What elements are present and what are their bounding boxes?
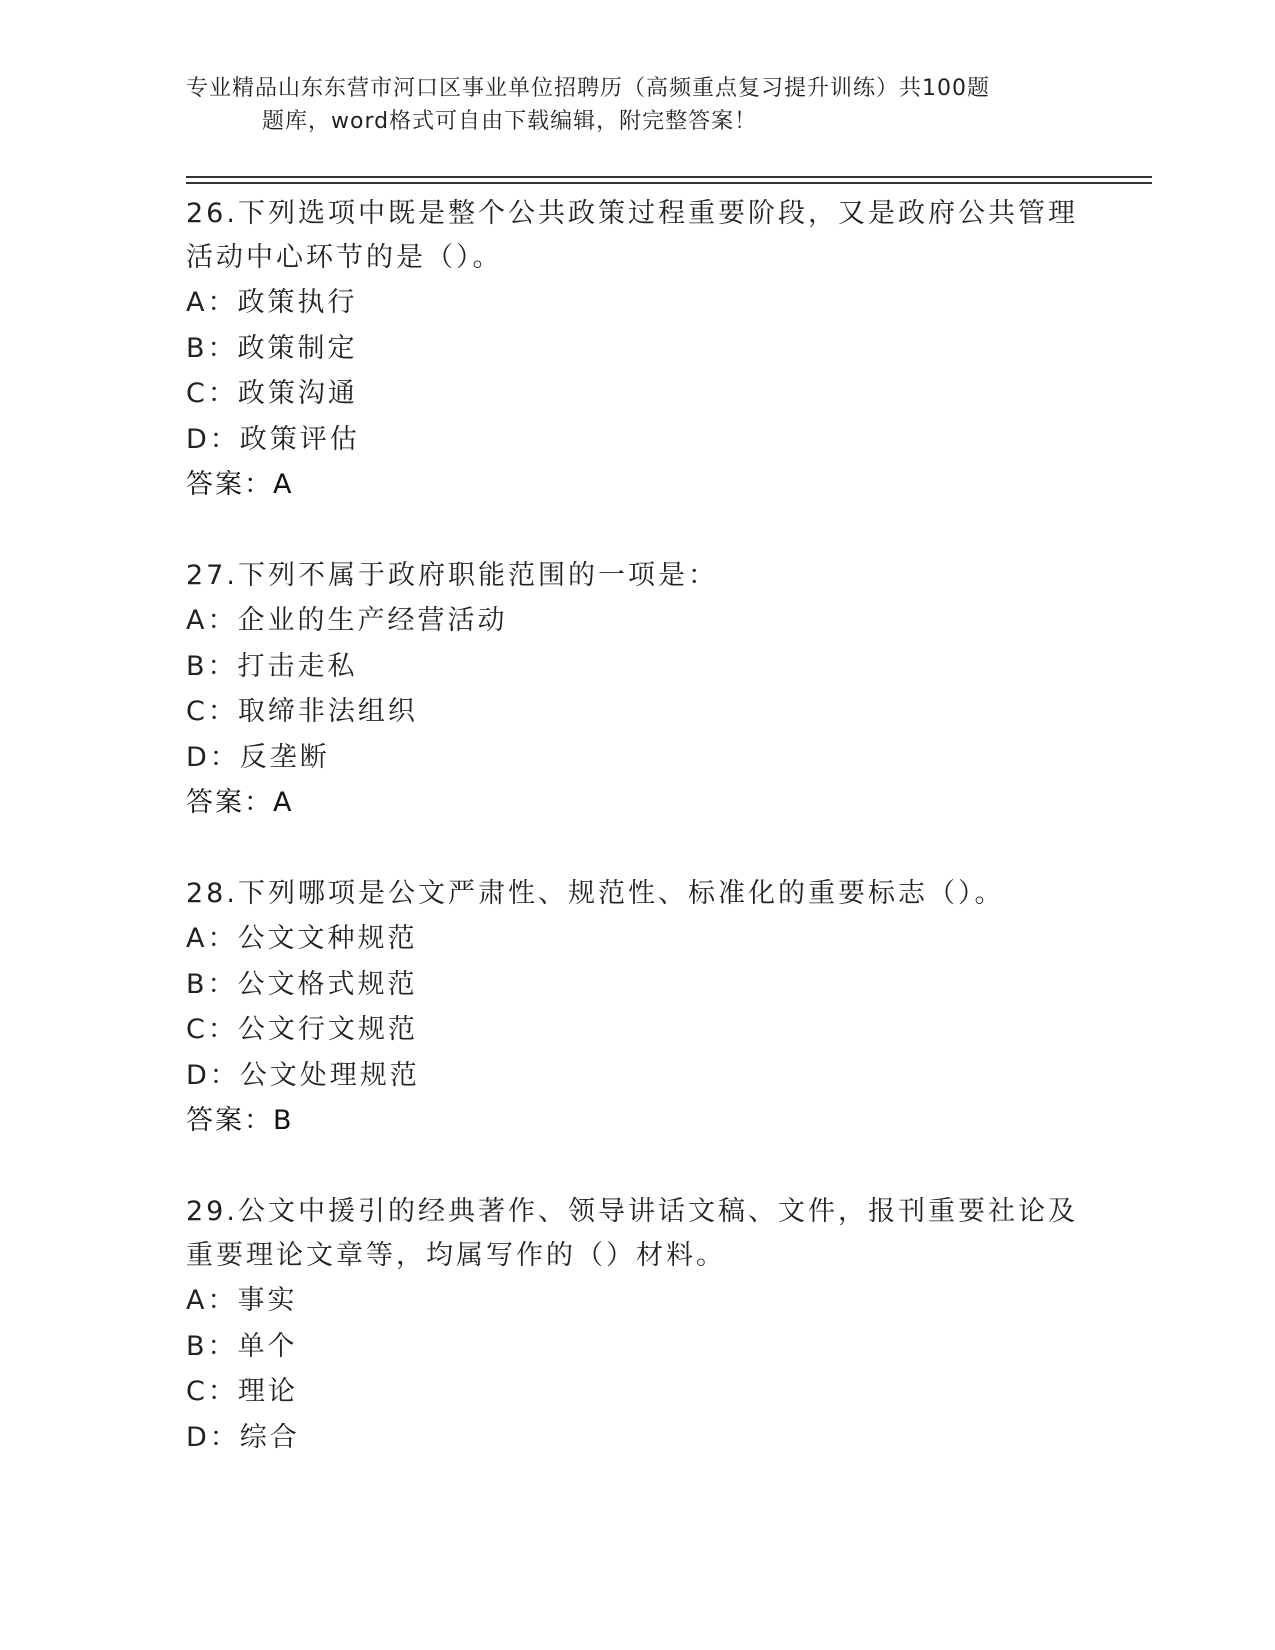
question-28 xyxy=(186,872,1086,1144)
option-c: C：公文行文规范 xyxy=(186,1014,418,1045)
option-c: C：理论 xyxy=(186,1376,298,1407)
question-26 xyxy=(186,192,1086,508)
option-c: C：政策沟通 xyxy=(186,378,358,409)
header-divider-top xyxy=(186,176,1152,178)
option-a: A：公文文种规范 xyxy=(186,923,418,954)
answer-line: 答案：B xyxy=(186,1105,294,1136)
header-title-line1: 专业精品山东东营市河口区事业单位招聘历（高频重点复习提升训练）共100题 xyxy=(186,76,990,101)
answer-line: 答案：A xyxy=(186,787,294,818)
question-stem: 27.下列不属于政府职能范围的一项是： xyxy=(186,560,718,591)
document-header xyxy=(186,72,1086,138)
question-29 xyxy=(186,1190,1086,1460)
option-a: A：事实 xyxy=(186,1285,298,1316)
answer-line: 答案：A xyxy=(186,469,294,500)
question-27 xyxy=(186,554,1086,826)
question-stem: 26.下列选项中既是整个公共政策过程重要阶段，又是政府公共管理活动中心环节的是（）。 xyxy=(186,198,1078,273)
option-b: B：政策制定 xyxy=(186,332,358,364)
header-divider-bottom xyxy=(186,182,1152,184)
header-title-line2: 题库，word格式可自由下载编辑，附完整答案！ xyxy=(262,109,758,134)
option-d: D：公文处理规范 xyxy=(186,1059,420,1091)
option-b: B：公文格式规范 xyxy=(186,968,418,1000)
option-b: B：打击走私 xyxy=(186,650,358,682)
option-d: D：政策评估 xyxy=(186,423,360,455)
question-stem: 29.公文中援引的经典著作、领导讲话文稿、文件，报刊重要社论及重要理论文章等，均属写作的（）材料。 xyxy=(186,1196,1078,1271)
question-list xyxy=(186,192,1086,1506)
option-c: C：取缔非法组织 xyxy=(186,696,418,727)
option-b: B：单个 xyxy=(186,1330,298,1362)
option-a: A：政策执行 xyxy=(186,287,358,318)
option-a: A：企业的生产经营活动 xyxy=(186,605,508,636)
question-stem: 28.下列哪项是公文严肃性、规范性、标准化的重要标志（）。 xyxy=(186,878,1005,909)
option-d: D：综合 xyxy=(186,1421,300,1453)
option-d: D：反垄断 xyxy=(186,741,330,773)
